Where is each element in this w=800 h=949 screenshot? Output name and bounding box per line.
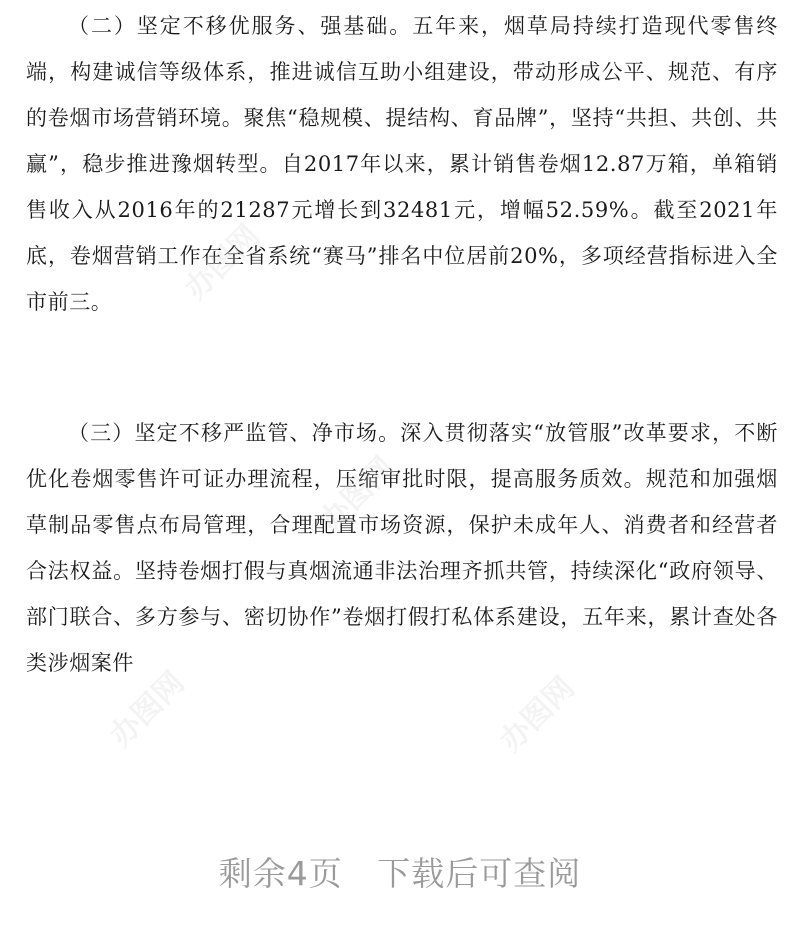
paragraph-market-supervision: （三）坚定不移严监管、净市场。深入贯彻落实“放管服”改革要求，不断优化卷烟零售许可证办理流程，压缩审批时限，提高服务质效。规范和加强烟草制品零售点布局管理，合理配置市场资源，保护未成年人、消费者和经营者合法权益。坚持卷烟打假与真烟流通非法治理齐抓共管，持续深化“政府领导、部门联合、多方参与、密切协作”卷烟打假打私体系建设，五年来，累计查处各类涉烟案件 [26,421,778,675]
download-hint-label: 下载后可查阅 [377,854,582,893]
paragraph-service-foundation: （二）坚定不移优服务、强基础。五年来，烟草局持续打造现代零售终端，构建诚信等级体系，推进诚信互助小组建设，带动形成公平、规范、有序的卷烟市场营销环境。聚焦“稳规模、提结构、育品牌”，坚持“共担、共创、共赢”，稳步推进豫烟转型。自2017年以来，累计销售卷烟12.87万箱，单箱销售收入从2016年的21287元增长到32481元，增幅52.59%。截至2021年底，卷烟营销工作在全省系统“赛马”排名中位居前20%，多项经营指标进入全市前三。 [26,14,778,314]
remaining-pages-label: 剩余4页 [218,854,343,893]
watermark: 办图网 [178,218,267,307]
watermark: 办图网 [313,450,402,539]
watermark: 办图网 [493,670,582,759]
watermark: 办图网 [103,665,192,754]
remaining-pages-banner[interactable] [0,848,800,895]
